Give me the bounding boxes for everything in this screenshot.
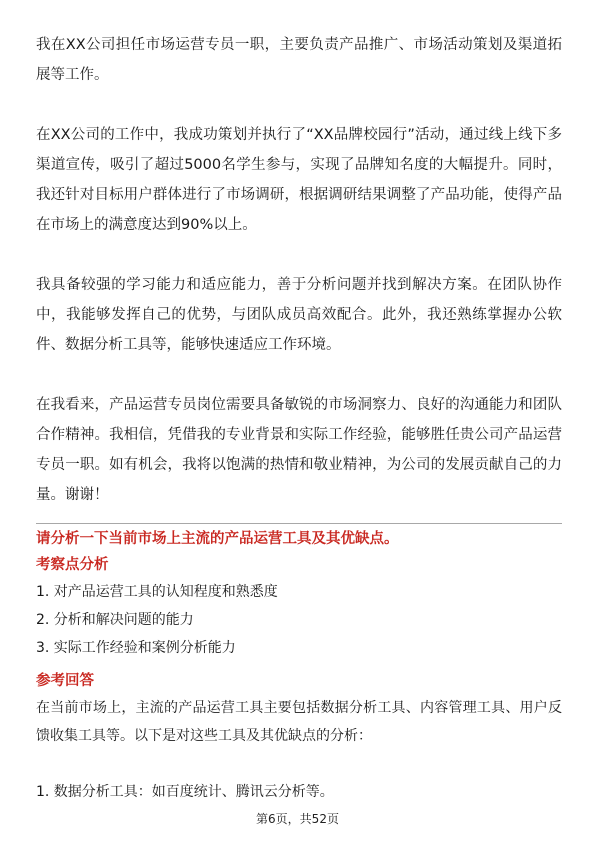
- paragraph-spacer: [36, 750, 562, 778]
- page-number-footer: 第6页，共52页: [256, 812, 339, 826]
- exam-points-list: [36, 578, 562, 662]
- interview-question: 请分析一下当前市场上主流的产品运营工具及其优缺点。: [36, 531, 399, 547]
- reference-answer-title: 参考回答: [36, 673, 94, 689]
- list-item: 1. 对产品运营工具的认知程度和熟悉度: [36, 584, 278, 600]
- page-content: [36, 30, 562, 806]
- paragraph-spacer: [36, 90, 562, 120]
- paragraph-spacer: [36, 240, 562, 270]
- paragraph-abilities: 我具备较强的学习能力和适应能力，善于分析问题并找到解决方案。在团队协作中，我能够发挥自己的优势，与团队成员高效配合。此外，我还熟练掌握办公软件、数据分析工具等，能够快速适应工作环境。: [36, 277, 562, 353]
- list-item: 3. 实际工作经验和案例分析能力: [36, 640, 236, 656]
- list-item: 2. 分析和解决问题的能力: [36, 612, 194, 628]
- section-divider: [36, 523, 562, 524]
- paragraph-closing: 在我看来，产品运营专员岗位需要具备敏锐的市场洞察力、良好的沟通能力和团队合作精神。我相信，凭借我的专业背景和实际工作经验，能够胜任贵公司产品运营专员一职。如有机会，我将以饱满的热情和敬业精神，为公司的发展贡献自己的力量。谢谢！: [36, 397, 562, 503]
- exam-points-title: 考察点分析: [36, 557, 109, 573]
- paragraph-role: 我在XX公司担任市场运营专员一职，主要负责产品推广、市场活动策划及渠道拓展等工作。: [36, 37, 562, 83]
- reference-answer-intro: 在当前市场上，主流的产品运营工具主要包括数据分析工具、内容管理工具、用户反馈收集工具等。以下是对这些工具及其优缺点的分析：: [36, 700, 562, 744]
- reference-answer-point: 1. 数据分析工具：如百度统计、腾讯云分析等。: [36, 784, 334, 800]
- paragraph-spacer: [36, 360, 562, 390]
- paragraph-achievement: 在XX公司的工作中，我成功策划并执行了“XX品牌校园行”活动，通过线上线下多渠道宣传，吸引了超过5000名学生参与，实现了品牌知名度的大幅提升。同时，我还针对目标用户群体进行了市场调研，根据调研结果调整了产品功能，使得产品在市场上的满意度达到90%以上。: [36, 127, 562, 233]
